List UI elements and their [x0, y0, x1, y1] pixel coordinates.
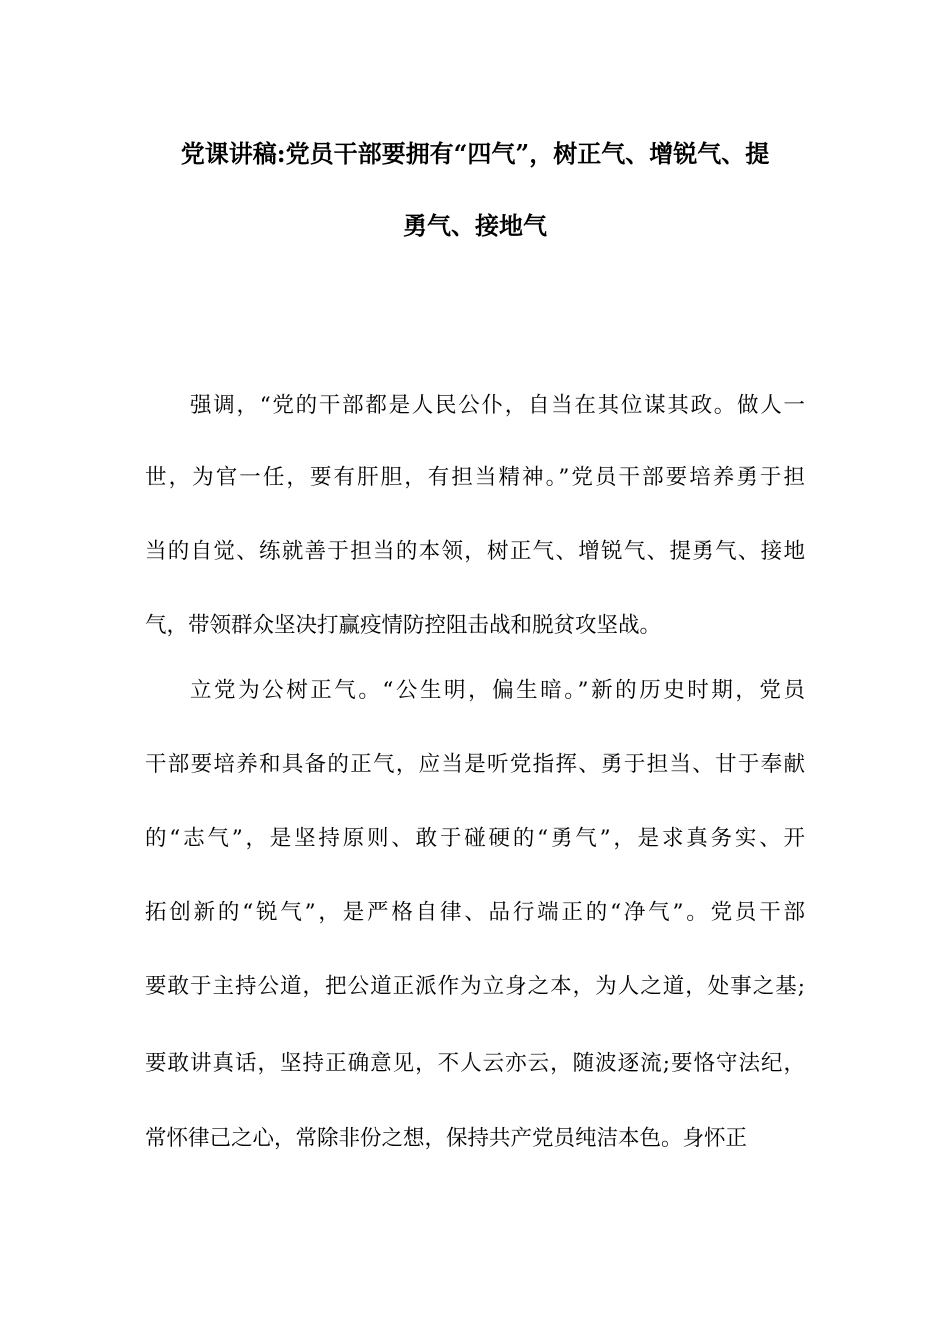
document-title-line-1: 党课讲稿:党员干部要拥有“四气”，树正气、增锐气、提 [180, 139, 770, 168]
paragraph-1-line-3: 当的自觉、练就善于担当的本领，树正气、增锐气、提勇气、接地 [145, 539, 805, 564]
paragraph-1-line-1: 强调，“党的干部都是人民公仆，自当在其位谋其政。做人一 [190, 393, 805, 418]
paragraph-2-line-6: 要敢讲真话，坚持正确意见，不人云亦云，随波逐流;要恪守法纪， [145, 1051, 805, 1076]
paragraph-2-line-2: 干部要培养和具备的正气，应当是听党指挥、勇于担当、甘于奉献 [145, 752, 805, 777]
document-title-line-2: 勇气、接地气 [403, 211, 547, 240]
paragraph-1-line-2: 世，为官一任，要有肝胆，有担当精神。”党员干部要培养勇于担 [145, 465, 805, 490]
paragraph-2-line-4: 拓创新的“锐气”，是严格自律、品行端正的“净气”。党员干部 [145, 900, 805, 925]
paragraph-2-line-1: 立党为公树正气。“公生明，偏生暗。”新的历史时期，党员 [190, 678, 805, 703]
paragraph-2-line-5: 要敢于主持公道，把公道正派作为立身之本，为人之道，处事之基; [145, 974, 805, 999]
paragraph-2-line-3: 的“志气”，是坚持原则、敢于碰硬的“勇气”，是求真务实、开 [145, 826, 805, 851]
paragraph-2-line-7: 常怀律己之心，常除非份之想，保持共产党员纯洁本色。身怀正 [145, 1126, 748, 1151]
paragraph-1-line-4: 气，带领群众坚决打赢疫情防控阻击战和脱贫攻坚战。 [145, 613, 662, 638]
